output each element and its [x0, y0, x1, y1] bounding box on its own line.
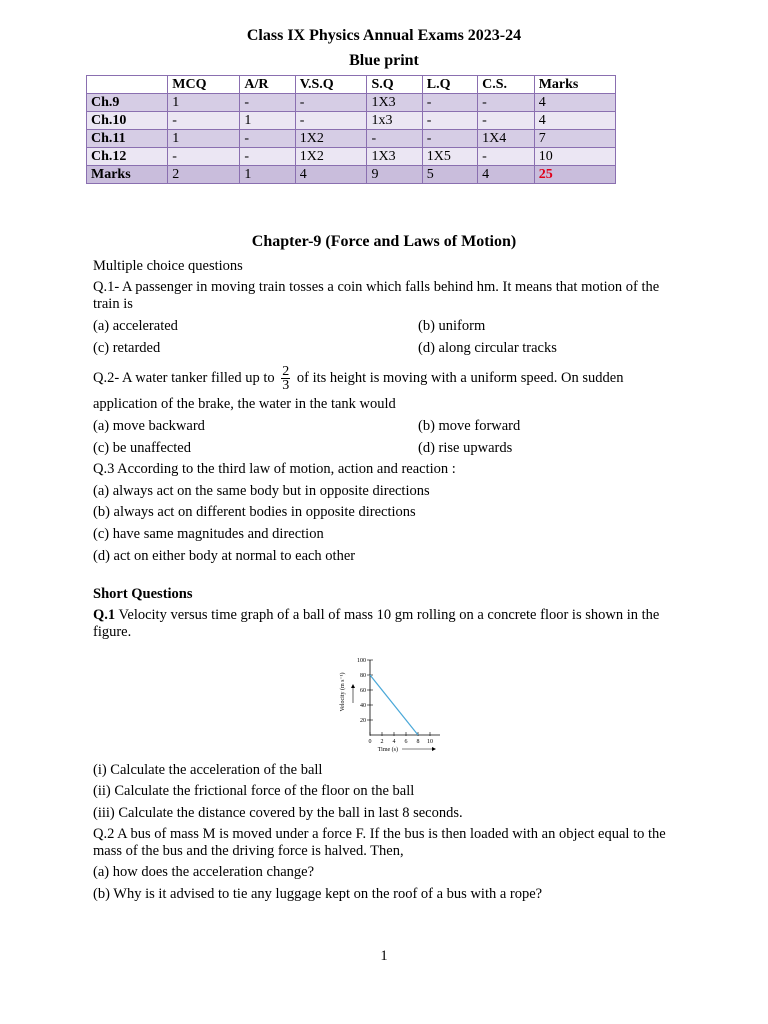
mcq-q2-option-d: (d) rise upwards — [418, 440, 513, 456]
mcq-q3-option-d: (d) act on either body at normal to each other — [93, 548, 356, 564]
row-label: Ch.12 — [87, 148, 168, 166]
table-cell: 4 — [478, 166, 535, 184]
y-tick-label: 100 — [357, 658, 366, 664]
table-cell: - — [478, 112, 535, 130]
chapter-title: Chapter-9 (Force and Laws of Motion) — [251, 233, 517, 250]
fraction-denominator: 3 — [282, 378, 290, 394]
blueprint-title: Blue print — [349, 52, 419, 69]
velocity-series-line — [370, 675, 418, 735]
row-label: Ch.11 — [87, 130, 168, 148]
mcq-q1-option-a: (a) accelerated — [93, 318, 178, 334]
sq1-part-ii: (ii) Calculate the frictional force of the floor on the ball — [93, 783, 415, 799]
short-questions-heading: Short Questions — [93, 586, 193, 602]
table-cell: 1X4 — [478, 130, 535, 148]
table-row — [87, 148, 616, 166]
mcq-heading: Multiple choice questions — [93, 258, 243, 274]
sq2-part-a: (a) how does the acceleration change? — [93, 864, 315, 880]
sq1-body: Velocity versus time graph of a ball of mass 10 gm rolling on a concrete floor is shown in the figure. — [93, 607, 660, 640]
y-axis-label: Velocity (m s⁻¹) — [340, 672, 346, 712]
x-arrow-head — [432, 747, 436, 751]
y-axis-label-group — [339, 673, 346, 712]
table-cell: 1 — [168, 130, 240, 148]
row-label: Ch.10 — [87, 112, 168, 130]
table-header-cell: V.S.Q — [295, 76, 367, 94]
mcq-q2-text — [93, 362, 623, 394]
x-tick-label: 2 — [380, 739, 384, 745]
table-cell: - — [367, 130, 422, 148]
mcq-q2-option-a: (a) move backward — [93, 418, 205, 434]
x-tick-label: 10 — [427, 739, 433, 745]
sq1-part-i: (i) Calculate the acceleration of the ball — [93, 762, 323, 778]
sq1-part-iii: (iii) Calculate the distance covered by the ball in last 8 seconds. — [93, 805, 463, 821]
sq1-label: Q.1 — [93, 607, 116, 623]
table-cell: 1 — [240, 112, 295, 130]
table-header-cell: S.Q — [367, 76, 422, 94]
table-cell: - — [168, 148, 240, 166]
mcq-q1-option-b: (b) uniform — [418, 318, 486, 334]
table-cell: 2 — [168, 166, 240, 184]
table-header-cell: L.Q — [422, 76, 477, 94]
mcq-q3-option-b: (b) always act on different bodies in opposite directions — [93, 504, 416, 520]
x-tick-label: 8 — [416, 739, 420, 745]
q2-text-after: of its height is moving with a uniform speed. On sudden — [296, 370, 624, 386]
table-cell: 1x3 — [367, 112, 422, 130]
table-cell: 4 — [295, 166, 367, 184]
table-row — [87, 94, 616, 112]
total-marks: 25 — [534, 166, 615, 184]
x-tick-label: 4 — [392, 739, 396, 745]
x-axis-label: Time (s) — [377, 747, 398, 753]
table-cell: 9 — [367, 166, 422, 184]
table-header-cell: Marks — [534, 76, 615, 94]
table-cell: - — [478, 94, 535, 112]
y-tick-label: 40 — [360, 703, 366, 709]
table-cell: 1 — [168, 94, 240, 112]
table-cell: - — [422, 94, 477, 112]
mcq-q3-option-a: (a) always act on the same body but in opposite directions — [93, 483, 430, 499]
y-ticks — [357, 658, 373, 724]
mcq-q1-text: Q.1- A passenger in moving train tosses a coin which falls behind hm. It means that motion of the train is — [93, 279, 660, 312]
table-row — [87, 112, 616, 130]
table-header-row — [87, 76, 616, 94]
page-number: 1 — [380, 948, 388, 964]
table-cell: - — [240, 94, 295, 112]
y-tick-label: 80 — [360, 673, 366, 679]
table-cell: - — [240, 130, 295, 148]
x-ticks — [369, 732, 434, 745]
table-total-row — [87, 166, 616, 184]
velocity-time-graph — [295, 648, 471, 756]
mcq-q1-option-c: (c) retarded — [93, 340, 161, 356]
fraction-numerator: 2 — [282, 364, 290, 380]
table-cell: 1X3 — [367, 94, 422, 112]
sq2-text: Q.2 A bus of mass M is moved under a force F. If the bus is then loaded with an object equal to the mass of the bus and the driving force is halved. Then, — [93, 826, 666, 859]
table-cell: 4 — [534, 94, 615, 112]
table-cell: 1X2 — [295, 130, 367, 148]
mcq-q3-option-c: (c) have same magnitudes and direction — [93, 526, 324, 542]
table-header-cell: C.S. — [478, 76, 535, 94]
table-cell: - — [478, 148, 535, 166]
mcq-q1-option-d: (d) along circular tracks — [418, 340, 557, 356]
row-label: Marks — [87, 166, 168, 184]
fraction — [281, 365, 290, 392]
table-header-cell: MCQ — [168, 76, 240, 94]
mcq-q3-text: Q.3 According to the third law of motion, action and reaction : — [93, 461, 456, 477]
mcq-q2-option-b: (b) move forward — [418, 418, 521, 434]
q2-text-before: Q.2- A water tanker filled up to — [93, 370, 275, 386]
y-tick-label: 20 — [360, 718, 366, 724]
x-tick-label: 0 — [368, 739, 372, 745]
mcq-q2-text-line2: application of the brake, the water in the tank would — [93, 396, 396, 412]
sq2-part-b: (b) Why is it advised to tie any luggage kept on the roof of a bus with a rope? — [93, 886, 543, 902]
table-cell: 1X3 — [367, 148, 422, 166]
table-cell: - — [295, 94, 367, 112]
table-header-cell — [87, 76, 168, 94]
graph-axes — [370, 660, 440, 735]
table-row — [87, 130, 616, 148]
sq1-text — [93, 607, 673, 641]
row-label: Ch.9 — [87, 94, 168, 112]
mcq-q2-option-c: (c) be unaffected — [93, 440, 191, 456]
y-tick-label: 60 — [360, 688, 366, 694]
table-cell: - — [422, 130, 477, 148]
x-tick-label: 6 — [404, 739, 408, 745]
table-cell: - — [295, 112, 367, 130]
table-cell: 1 — [240, 166, 295, 184]
table-cell: 1X5 — [422, 148, 477, 166]
exam-title: Class IX Physics Annual Exams 2023-24 — [246, 27, 522, 44]
table-cell: 4 — [534, 112, 615, 130]
table-cell: 5 — [422, 166, 477, 184]
y-arrow-head — [351, 684, 355, 688]
table-cell: 1X2 — [295, 148, 367, 166]
table-cell: - — [422, 112, 477, 130]
table-cell: - — [240, 148, 295, 166]
table-header-cell: A/R — [240, 76, 295, 94]
table-cell: - — [168, 112, 240, 130]
table-cell: 10 — [534, 148, 615, 166]
table-cell: 7 — [534, 130, 615, 148]
blueprint-table — [86, 75, 616, 184]
